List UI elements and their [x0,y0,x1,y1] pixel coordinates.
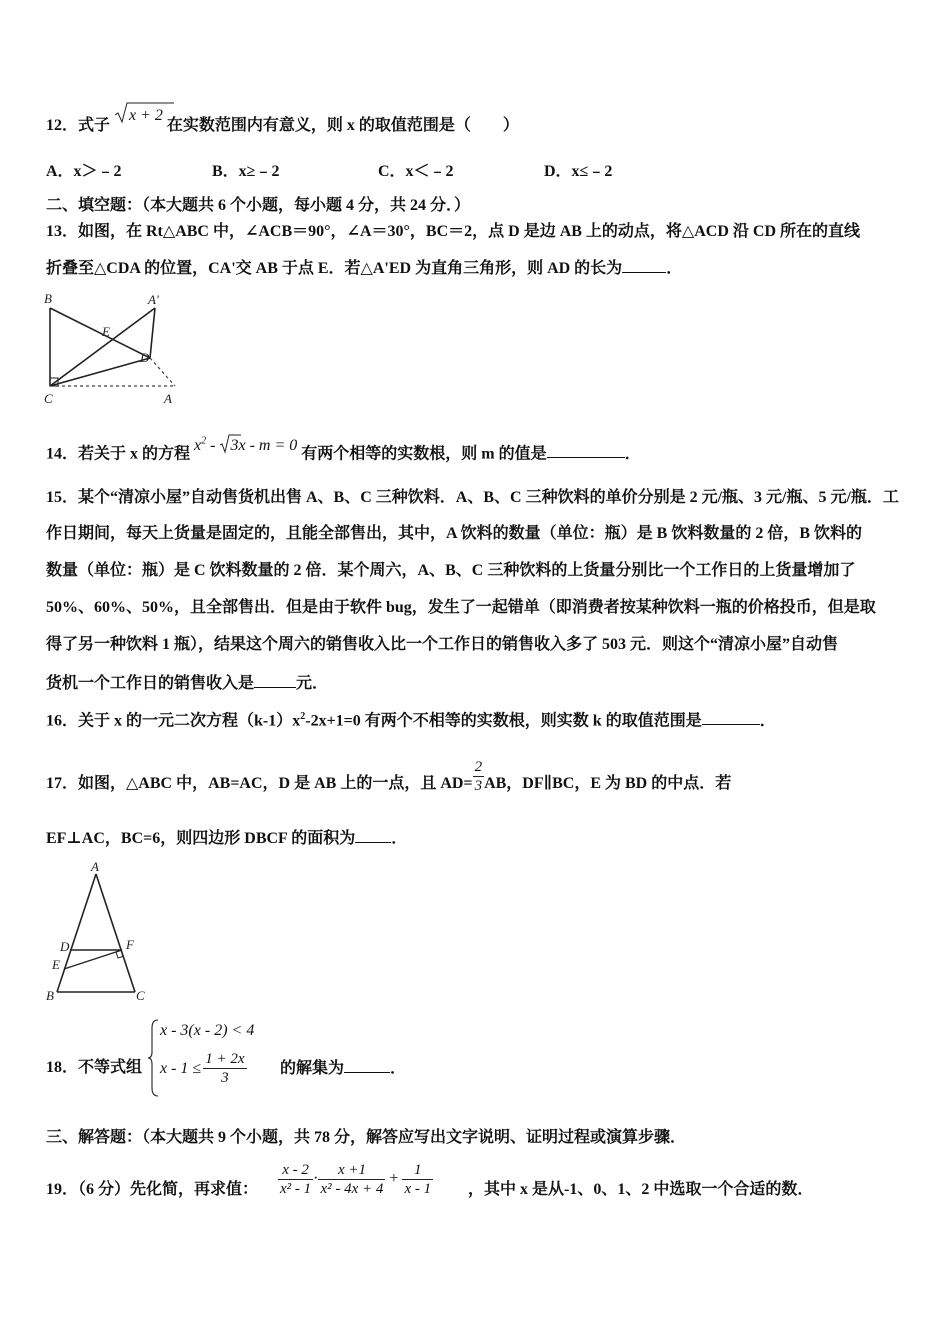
q18-ineq2-left: x - 1 ≤ [160,1059,202,1077]
q13-figure [40,288,190,410]
q13-line2-text: 折叠至△CDA 的位置，CA'交 AB 于点 E．若△A'ED 为直角三角形，则 AD 的长为 [46,260,623,277]
q17-prefix: 17．如图，△ABC 中，AB=AC，D 是 AB 上的一点，且 AD= [46,775,473,793]
q12-option-b: B．x≥﹣2 [212,163,280,180]
radical-sign-icon [219,434,241,454]
q14-eq-rest: - m = 0 [245,437,298,455]
q17-suffix: AB，DF∥BC，E 为 BD 的中点．若 [484,775,732,793]
q17-end: ． [391,830,408,847]
q17-label-d: D [60,939,70,954]
q19-f1-den: x² - 1 [280,1180,312,1197]
q14-sqrt [219,436,238,456]
q17-label-a: A [91,860,99,874]
q18-end: ． [390,1060,407,1077]
q18-answer-blank[interactable] [344,1058,390,1073]
q18-inequality-2 [160,1050,247,1087]
q16-sup: 2 [300,711,306,722]
q14-sqrt-value: 3 [230,437,239,455]
q18-fraction [203,1050,246,1087]
q17-segment-ab [57,874,96,992]
q13-label-e: E [102,324,110,339]
q19-dot: · [313,1170,319,1187]
q18-inequality-1: x - 3(x - 2) < 4 [160,1022,255,1039]
q18-suffix: 的解集为 [280,1060,345,1077]
q19-f2-den: x² - 4x + 4 [320,1180,384,1197]
q16-suffix: -2x+1=0 有两个不相等的实数根，则实数 k 的取值范围是 [305,712,702,730]
section-fill-in-header: 二、填空题：（本大题共 6 个小题，每小题 4 分，共 24 分．） [46,197,471,214]
q13-segment-ba [50,308,150,358]
q17-stem [46,759,732,803]
q13-line1: 13．如图，在 Rt△ABC 中，∠ACB＝90°，∠A＝30°，BC＝2，点 D 是边 AB 上的动点，将△ACD 沿 CD 所在的直线 [46,223,861,240]
q12-stem [46,107,519,136]
q18-frac-num: 1 + 2x [205,1051,245,1067]
q13-label-a-prime: A' [148,292,159,307]
q13-label-c: C [44,391,53,406]
q17-answer-blank[interactable] [355,828,391,843]
q14-eq-x: x [194,437,202,455]
q14-suffix: 有两个相等的实数根，则 m 的值是 [301,445,547,463]
q18-frac-den: 3 [221,1070,229,1086]
q13-dashed-da [150,358,175,386]
q16-stem [46,707,776,731]
section-solve-header: 三、解答题：（本大题共 9 个小题，共 78 分，解答应写出文字说明、证明过程或演算步骤． [46,1129,687,1146]
q12-option-a: A．x＞﹣2 [46,163,122,180]
q14-eq-x2: x [238,437,246,455]
q15-line3: 数量（单位：瓶）是 C 饮料数量的 2 倍．某个周六，A、B、C 三种饮料的上货量分别比一个工作日的上货量增加了 [46,562,856,579]
q18-brace-icon [148,1018,160,1098]
q17-segment-ac [96,874,135,992]
q19-suffix: ，其中 x 是从-1、0、1、2 中选取一个合适的数． [468,1181,814,1198]
q17-label-f: F [126,937,134,952]
q19-fraction-2 [318,1161,385,1198]
q17-line2-text: EF⊥AC，BC=6，则四边形 DBCF 的面积为 [46,830,356,847]
q12-radicand: x + 2 [129,107,163,124]
q15-answer-blank[interactable] [254,673,296,688]
q19-fraction-3 [402,1161,433,1198]
radical-sign-icon [114,102,174,124]
q13-answer-blank[interactable] [622,258,666,273]
q13-segment-cd [50,358,150,386]
q19-prefix: 19．（6 分）先化简，再求值： [46,1181,259,1198]
q19-f1-num: x - 2 [278,1161,313,1180]
q19-f3-den: x - 1 [404,1180,432,1197]
q15-line5: 得了另一种饮料 1 瓶），结果这个周六的销售收入比一个工作日的销售收入多了 503 元．则这个“清凉小屋”自动售 [46,636,839,653]
q14-eq-sup: 2 [201,436,207,447]
q13-label-d: D [140,350,150,365]
q17-fraction [473,758,485,795]
q19-f2-num: x +1 [318,1161,385,1180]
q13-label-a: A [164,391,172,406]
q15-line1: 15．某个“清凉小屋”自动售货机出售 A、B、C 三种饮料．A、B、C 三种饮料的单价分别是 2 元/瓶、3 元/瓶、5 元/瓶．工 [46,489,899,506]
q15-line6 [46,673,328,694]
q14-eq-minus: - [206,437,220,455]
q14-prefix: 14．若关于 x 的方程 [46,445,191,463]
q17-label-b: B [46,988,54,1003]
q19-expression [278,1154,433,1204]
q13-segment-ca-prime [50,308,155,386]
q15-line2: 作日期间，每天上货量是固定的，且能全部售出，其中，A 饮料的数量（单位：瓶）是 B 饮料数量的 2 倍，B 饮料的 [46,525,863,542]
q14-stem [46,436,641,464]
q13-line2 [46,258,682,279]
q17-frac-num: 2 [474,759,483,775]
q17-label-e: E [52,957,60,972]
q15-end: 元． [296,675,329,692]
q15-line6-text: 货机一个工作日的销售收入是 [46,675,255,692]
q17-figure [40,860,160,1005]
q12-option-c: C．x＜﹣2 [378,163,454,180]
q18-prefix: 18．不等式组 [46,1059,143,1076]
q19-f3-num: 1 [402,1161,433,1180]
q13-end: ． [666,260,683,277]
q16-answer-blank[interactable] [702,710,760,725]
q16-prefix: 16．关于 x 的一元二次方程（k-1）x [46,712,301,730]
q12-suffix: 在实数范围内有意义，则 x 的取值范围是（ ） [166,117,519,134]
q16-end: ． [759,712,776,730]
q17-line2 [46,828,407,849]
q14-end: ． [624,445,641,463]
q12-prefix: 12．式子 [46,117,111,134]
q13-label-b: B [44,291,52,306]
q19-fraction-1 [278,1161,313,1198]
q18-suffix-line [280,1058,406,1079]
q17-frac-den: 3 [474,778,483,794]
q17-segment-ef [64,950,122,969]
q12-sqrt-expression [114,106,163,126]
q14-equation [194,437,301,454]
q19-plus: + [389,1170,399,1187]
q13-segment-a-prime-d [150,308,155,358]
q14-answer-blank[interactable] [547,443,625,458]
q17-label-c: C [136,988,145,1003]
q15-line4: 50%、60%、50%，且全部售出．但是由于软件 bug，发生了一起错单（即消费者按某种饮料一瓶的价格投币，但是取 [46,599,876,616]
q12-option-d: D．x≤﹣2 [544,163,613,180]
